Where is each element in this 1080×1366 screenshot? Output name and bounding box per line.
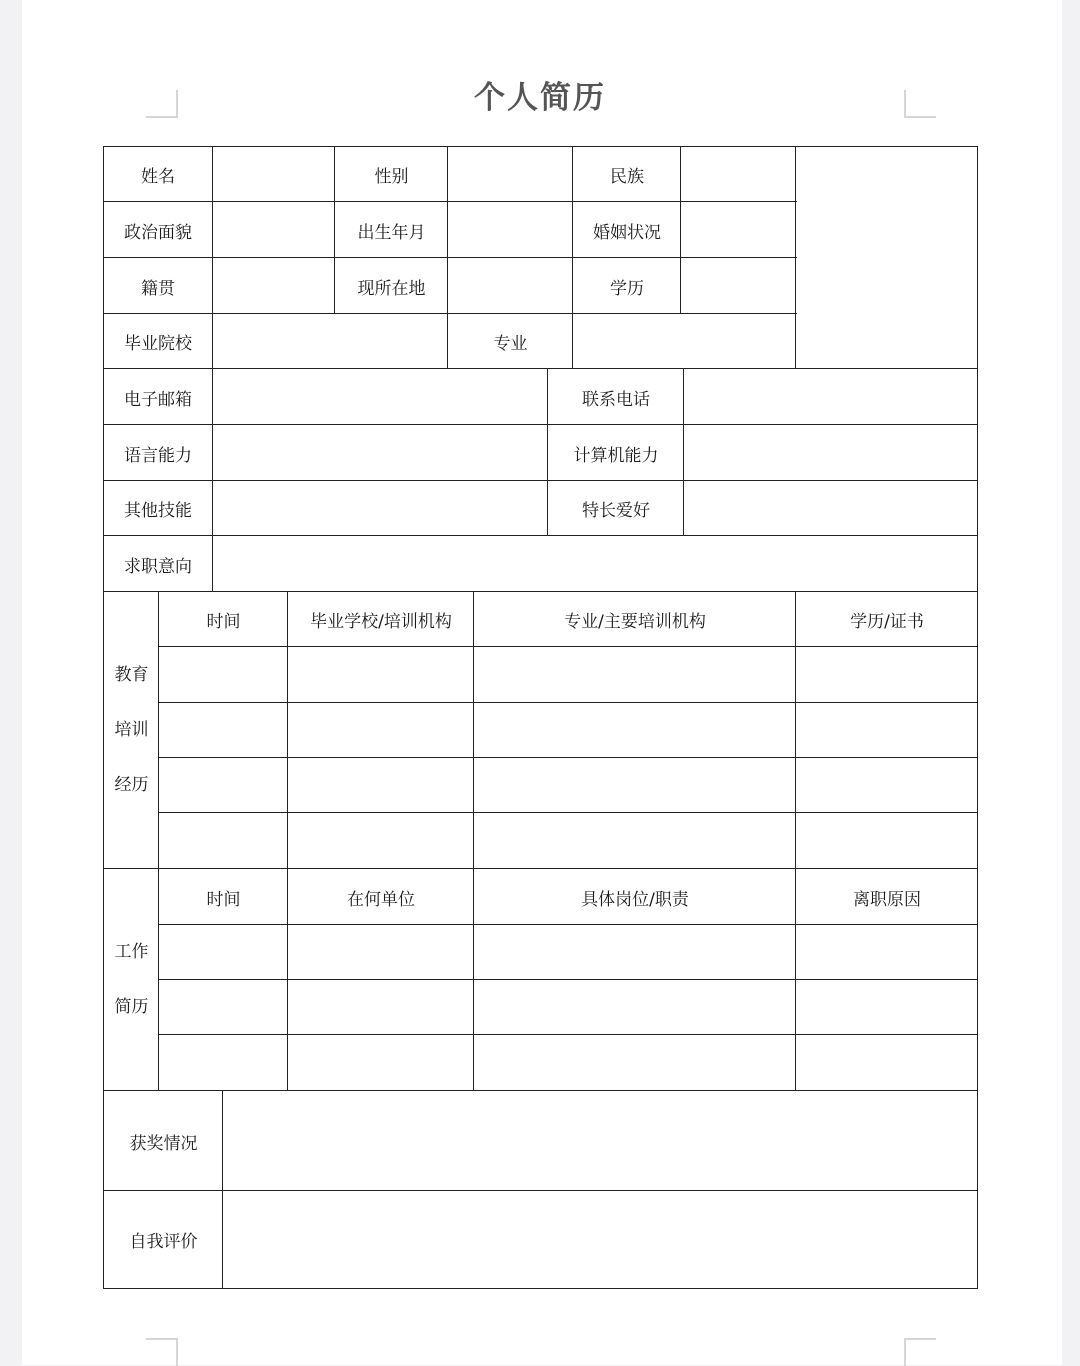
work-row-1-time[interactable] bbox=[158, 924, 288, 980]
edu-row-2-time[interactable] bbox=[158, 702, 288, 758]
work-col-leave-reason: 离职原因 bbox=[795, 868, 978, 925]
job-intention-field[interactable] bbox=[212, 535, 978, 592]
work-row-2-time[interactable] bbox=[158, 979, 288, 1035]
work-row-3-time[interactable] bbox=[158, 1034, 288, 1091]
edu-col-time: 时间 bbox=[158, 591, 288, 647]
hobbies-field[interactable] bbox=[683, 480, 978, 536]
edu-row-4-time[interactable] bbox=[158, 812, 288, 869]
edu-row-4-major[interactable] bbox=[473, 812, 796, 869]
major-label: 专业 bbox=[447, 313, 573, 369]
edu-row-1-major[interactable] bbox=[473, 646, 796, 703]
edu-row-1-degree[interactable] bbox=[795, 646, 978, 703]
work-section-label bbox=[103, 868, 160, 1091]
school-label: 毕业院校 bbox=[103, 313, 213, 369]
education-field[interactable] bbox=[680, 257, 797, 314]
school-field[interactable] bbox=[212, 313, 448, 369]
native-place-field[interactable] bbox=[212, 257, 335, 314]
other-skills-field[interactable] bbox=[212, 480, 548, 536]
phone-label: 联系电话 bbox=[547, 368, 684, 425]
language-skill-label: 语言能力 bbox=[103, 424, 213, 481]
marital-status-label: 婚姻状况 bbox=[572, 201, 681, 258]
awards-label: 获奖情况 bbox=[103, 1090, 224, 1191]
name-field[interactable] bbox=[212, 146, 335, 203]
residence-field[interactable] bbox=[447, 257, 573, 314]
edu-col-school: 毕业学校/培训机构 bbox=[287, 591, 474, 647]
work-col-position: 具体岗位/职责 bbox=[473, 868, 796, 925]
political-status-label: 政治面貌 bbox=[103, 201, 213, 258]
gender-field[interactable] bbox=[447, 146, 573, 203]
work-row-3-employer[interactable] bbox=[287, 1034, 474, 1091]
work-col-employer: 在何单位 bbox=[287, 868, 474, 925]
edu-col-major: 专业/主要培训机构 bbox=[473, 591, 796, 647]
email-field[interactable] bbox=[212, 368, 548, 425]
hobbies-label: 特长爱好 bbox=[547, 480, 684, 536]
work-row-2-position[interactable] bbox=[473, 979, 796, 1035]
education-label-line-1: 教育 bbox=[114, 665, 149, 685]
work-row-2-leave-reason[interactable] bbox=[795, 979, 978, 1035]
residence-label: 现所在地 bbox=[334, 257, 448, 314]
crop-mark-bottom-right bbox=[904, 1338, 936, 1366]
self-evaluation-field[interactable] bbox=[222, 1190, 978, 1288]
other-skills-label: 其他技能 bbox=[103, 480, 213, 536]
work-row-1-leave-reason[interactable] bbox=[795, 924, 978, 980]
education-label-line-3: 经历 bbox=[114, 775, 149, 795]
document-title: 个人简历 bbox=[474, 80, 606, 116]
photo-box[interactable] bbox=[795, 146, 978, 369]
work-col-time: 时间 bbox=[158, 868, 288, 925]
ethnicity-label: 民族 bbox=[572, 146, 681, 203]
language-skill-field[interactable] bbox=[212, 424, 548, 481]
edu-row-4-school[interactable] bbox=[287, 812, 474, 869]
job-intention-label: 求职意向 bbox=[103, 535, 213, 592]
major-field[interactable] bbox=[572, 313, 797, 369]
work-row-1-employer[interactable] bbox=[287, 924, 474, 980]
gender-label: 性别 bbox=[334, 146, 448, 203]
edu-row-1-school[interactable] bbox=[287, 646, 474, 703]
work-row-1-position[interactable] bbox=[473, 924, 796, 980]
edu-row-3-time[interactable] bbox=[158, 757, 288, 813]
edu-row-4-degree[interactable] bbox=[795, 812, 978, 869]
name-label: 姓名 bbox=[103, 146, 213, 203]
work-row-3-position[interactable] bbox=[473, 1034, 796, 1091]
education-section-label bbox=[103, 591, 160, 869]
political-status-field[interactable] bbox=[212, 201, 335, 258]
edu-row-2-major[interactable] bbox=[473, 702, 796, 758]
ethnicity-field[interactable] bbox=[680, 146, 797, 203]
work-row-3-leave-reason[interactable] bbox=[795, 1034, 978, 1091]
native-place-label: 籍贯 bbox=[103, 257, 213, 314]
edu-row-2-degree[interactable] bbox=[795, 702, 978, 758]
edu-col-degree: 学历/证书 bbox=[795, 591, 978, 647]
birth-date-field[interactable] bbox=[447, 201, 573, 258]
education-label-line-2: 培训 bbox=[114, 720, 149, 740]
education-label: 学历 bbox=[572, 257, 681, 314]
edu-row-3-degree[interactable] bbox=[795, 757, 978, 813]
work-row-2-employer[interactable] bbox=[287, 979, 474, 1035]
edu-row-3-major[interactable] bbox=[473, 757, 796, 813]
work-label-line-1: 工作 bbox=[114, 942, 149, 962]
marital-status-field[interactable] bbox=[680, 201, 797, 258]
edu-row-1-time[interactable] bbox=[158, 646, 288, 703]
phone-field[interactable] bbox=[683, 368, 978, 425]
resume-table bbox=[103, 146, 978, 1289]
work-label-line-2: 简历 bbox=[114, 997, 149, 1017]
awards-field[interactable] bbox=[222, 1090, 978, 1191]
self-evaluation-label: 自我评价 bbox=[103, 1190, 224, 1288]
edu-row-3-school[interactable] bbox=[287, 757, 474, 813]
crop-mark-bottom-left bbox=[146, 1338, 178, 1366]
computer-skill-field[interactable] bbox=[683, 424, 978, 481]
birth-date-label: 出生年月 bbox=[334, 201, 448, 258]
email-label: 电子邮箱 bbox=[103, 368, 213, 425]
edu-row-2-school[interactable] bbox=[287, 702, 474, 758]
computer-skill-label: 计算机能力 bbox=[547, 424, 684, 481]
